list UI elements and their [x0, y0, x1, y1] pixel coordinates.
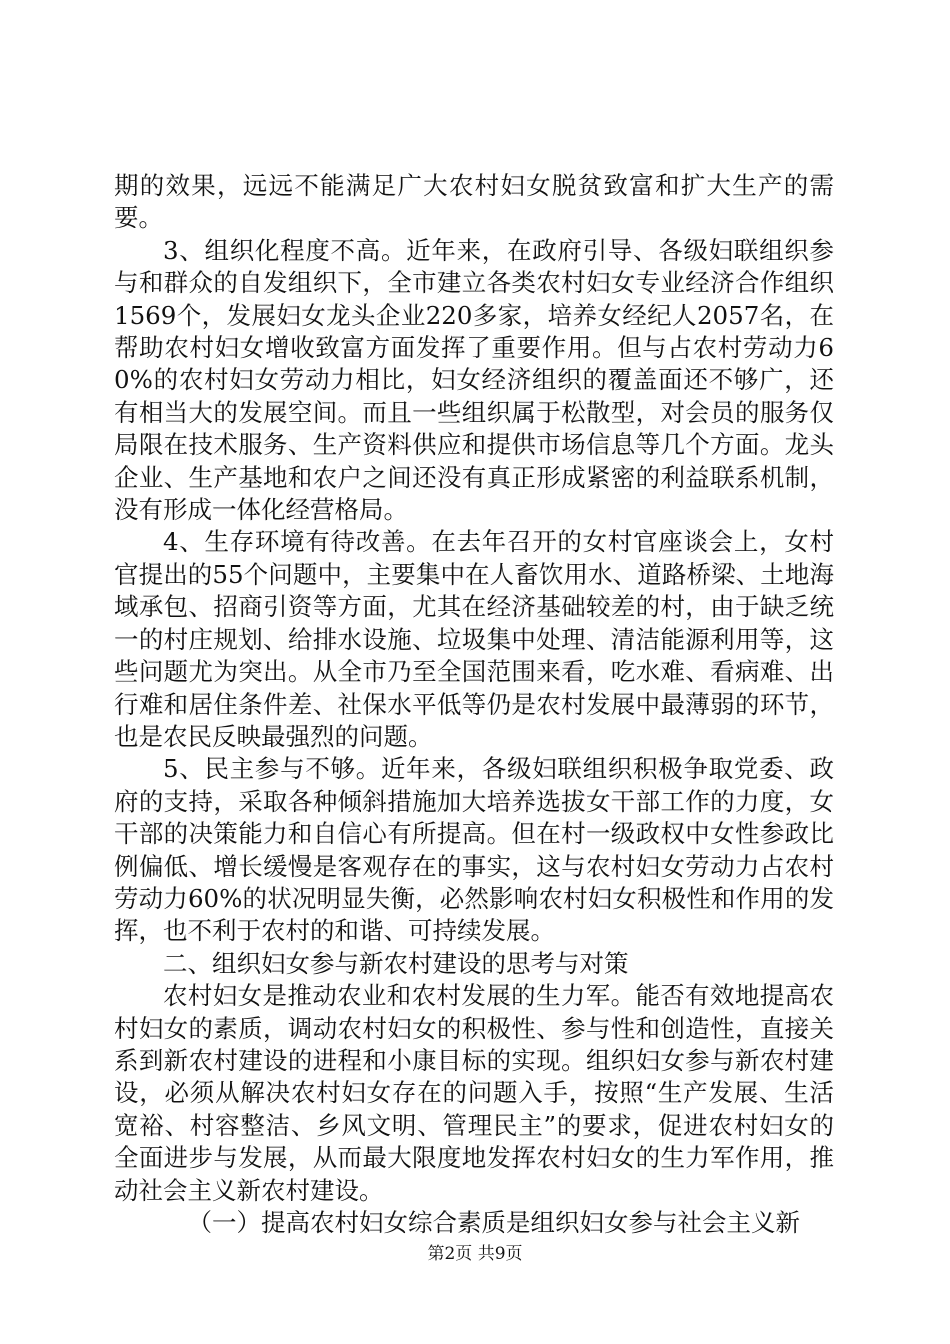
paragraph-item-3: 3、组织化程度不高。近年来，在政府引导、各级妇联组织参与和群众的自发组织下，全市建立各类农村妇女专业经济合作组织1569个，发展妇女龙头企业220多家，培养女经纪人2057名，在帮助农村妇女增收致富方面发挥了重要作用。但与占农村劳动力60%的农村妇女劳动力相比，妇女经济组织的覆盖面还不够广，还有相当大的发展空间。而且一些组织属于松散型，对会员的服务仅局限在技术服务、生产资料供应和提供市场信息等几个方面。龙头企业、生产基地和农户之间还没有真正形成紧密的利益联系机制，没有形成一体化经营格局。 [114, 235, 834, 525]
section-heading-2: 二、组织妇女参与新农村建设的思考与对策 [163, 948, 629, 978]
paragraph-item-4: 4、生存环境有待改善。在去年召开的女村官座谈会上，女村官提出的55个问题中，主要集中在人畜饮用水、道路桥梁、土地海域承包、招商引资等方面，尤其在经济基础较差的村，由于缺乏统一的村庄规划、给排水设施、垃圾集中处理、清洁能源利用等，这些问题尤为突出。从全市乃至全国范围来看，吃水难、看病难、出行难和居住条件差、社保水平低等仍是农村发展中最薄弱的环节，也是农民反映最强烈的问题。 [114, 527, 834, 751]
paragraph-continuation: 期的效果，远远不能满足广大农村妇女脱贫致富和扩大生产的需要。 [114, 171, 834, 233]
paragraph-item-5: 5、民主参与不够。近年来，各级妇联组织积极争取党委、政府的支持，采取各种倾斜措施加大培养选拔女干部工作的力度，女干部的决策能力和自信心有所提高。但在村一级政权中女性参政比例偏低、增长缓慢是客观存在的事实，这与农村妇女劳动力占农村劳动力60%的状况明显失衡，必然影响农村妇女积极性和作用的发挥，也不利于农村的和谐、可持续发展。 [114, 754, 834, 946]
page-footer: 第2页 共9页 [427, 1244, 523, 1264]
paragraph-section-intro: 农村妇女是推动农业和农村发展的生力军。能否有效地提高农村妇女的素质，调动农村妇女的积极性、参与性和创造性，直接关系到新农村建设的进程和小康目标的实现。组织妇女参与新农村建设，必须从解决农村妇女存在的问题入手，按照“生产发展、生活宽裕、村容整洁、乡风文明、管理民主”的要求，促进农村妇女的全面进步与发展，从而最大限度地发挥农村妇女的生力军作用，推动社会主义新农村建设。 [114, 981, 834, 1205]
body-text [114, 170, 834, 1239]
subsection-heading-1: （一）提高农村妇女综合素质是组织妇女参与社会主义新 [187, 1208, 800, 1237]
